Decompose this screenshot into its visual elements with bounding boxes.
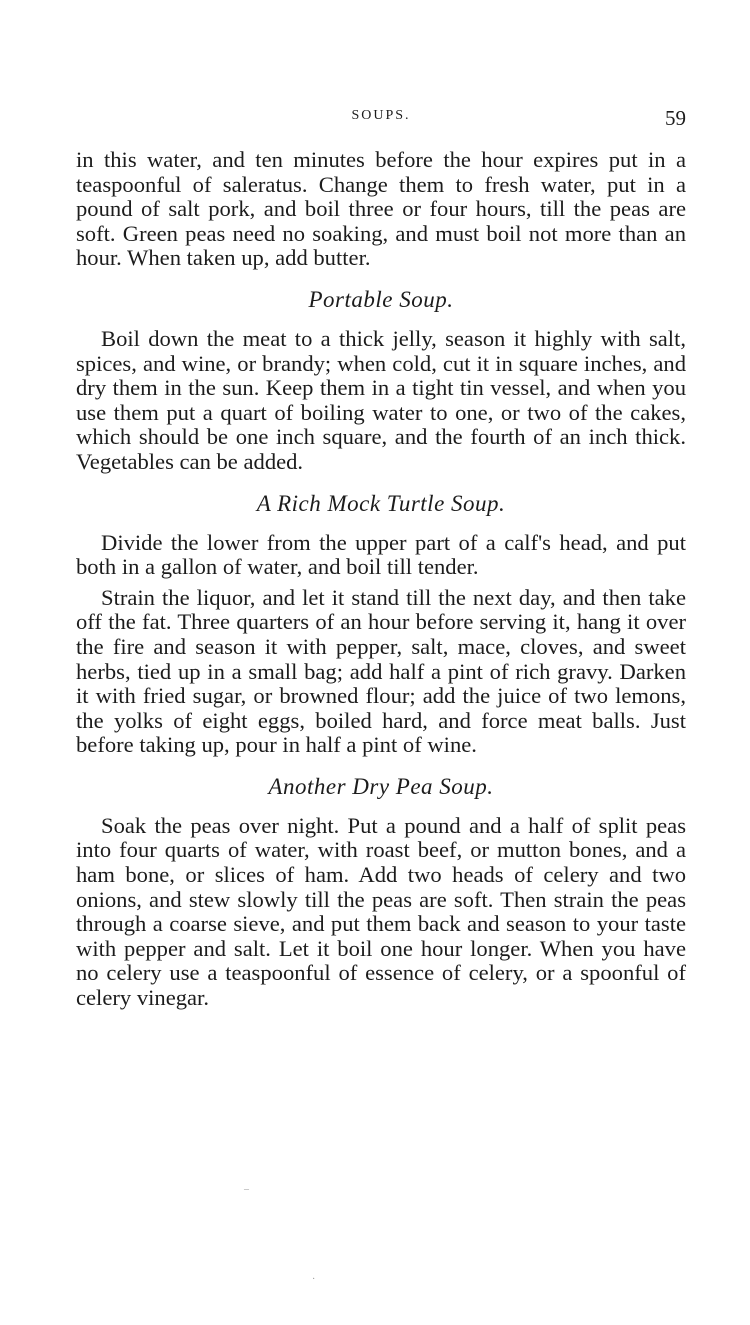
running-head (76, 106, 686, 136)
ink-speck: – (244, 1184, 249, 1195)
ink-speck: · (312, 1274, 316, 1285)
recipe-heading-mock-turtle-soup: A Rich Mock Turtle Soup. (256, 490, 506, 516)
recipe-paragraph: Strain the liquor, and let it stand till the next day, and then take off the fat. Three quarters of an hour before serving it, hang it over the fire and season it with pepper, salt, mace, cloves, and sweet herbs, tied up in a small bag; add half a pint of rich gravy. Darken it with fried sugar, or browned flour; add the juice of two lemons, the yolks of eight eggs, boiled hard, and force meat balls. Just before taking up, pour in half a pint of wine. (76, 584, 686, 758)
body-text (76, 148, 686, 1011)
recipe-paragraph: Boil down the meat to a thick jelly, season it highly with salt, spices, and wine, or brandy; when cold, cut it in square inches, and dry them in the sun. Keep them in a tight tin vessel, and when you use them put a quart of boiling water to one, or two of the cakes, which should be one inch square, and the fourth of an inch thick. Vegetables can be added. (76, 325, 686, 474)
continued-paragraph: in this water, and ten minutes before the hour expires put in a teaspoonful of saleratus. Change them to fresh water, put in a pound of salt pork, and boil three or four hours, till the peas are soft. Green peas need no soaking, and must boil not more than an hour. When taken up, add butter. (76, 147, 686, 271)
page-number: 59 (665, 106, 686, 130)
recipe-heading-portable-soup: Portable Soup. (308, 286, 454, 312)
recipe-paragraph: Divide the lower from the upper part of a calf's head, and put both in a gallon of water, and boil till tender. (76, 529, 686, 580)
recipe-heading-dry-pea-soup: Another Dry Pea Soup. (268, 773, 494, 799)
running-title: SOUPS. (351, 108, 411, 123)
recipe-paragraph: Soak the peas over night. Put a pound and a half of split peas into four quarts of water, with roast beef, or mutton bones, and a ham bone, or slices of ham. Add two heads of celery and two onions, and stew slowly till the peas are soft. Then strain the peas through a coarse sieve, and put them back and season to your taste with pepper and salt. Let it boil one hour longer. When you have no celery use a teaspoonful of essence of celery, or a spoonful of celery vinegar. (76, 812, 686, 1011)
